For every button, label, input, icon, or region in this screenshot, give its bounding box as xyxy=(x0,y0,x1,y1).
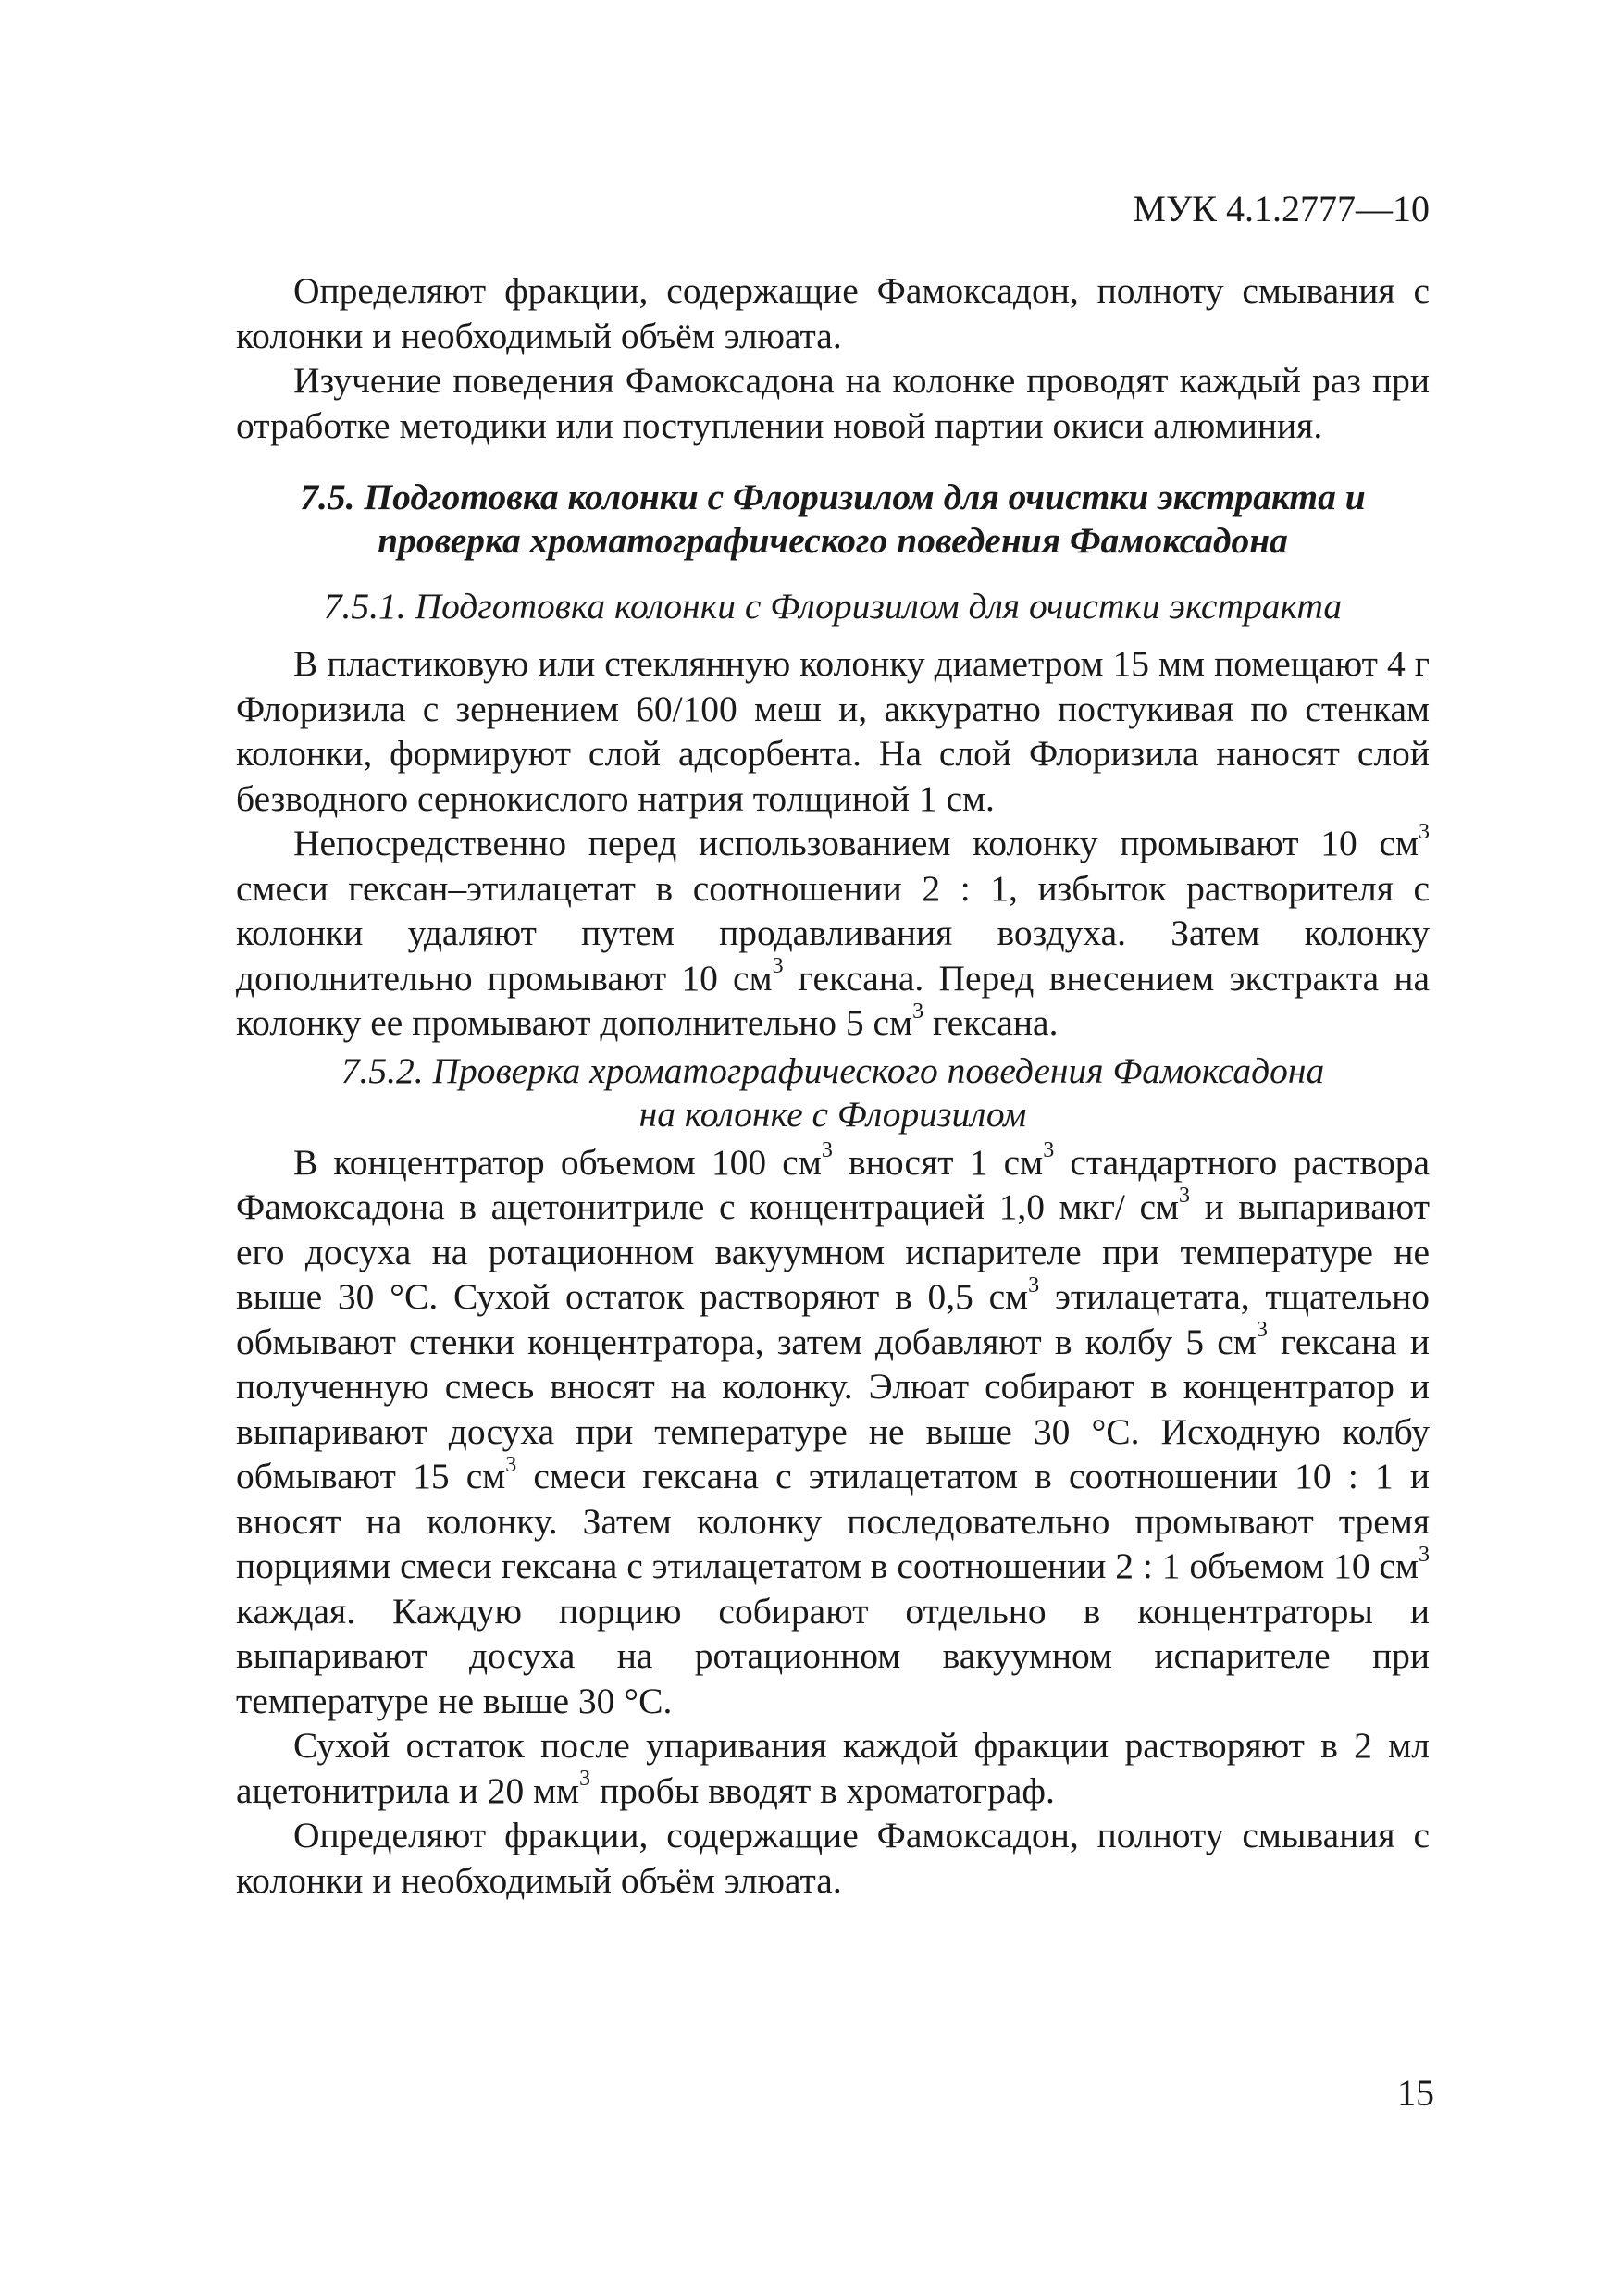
section-7-5-2-line2: на колонке с Флоризилом xyxy=(638,1093,1027,1135)
paragraph-chromatographic-check: В концентратор объемом 100 $см^3$ вносят 1 $см^3$ стандартного раствора Фамоксадона в ацетонитриле с концентрацией 1,0 мкг/ $см^3$ и выпаривают его досуха на ротационном вакуумном испарителе при температуре не выше 30 °С. Сухой остаток растворяют в 0,5 $см^3$ этилацетата, тщательно обмывают стенки концентратора, затем добавляют в колбу 5 $см^3$ гексана и полученную смесь вносят на колонку. Элюат собирают в концентратор и выпаривают досуха при температуре не выше 30 °С. Исходную колбу обмывают 15 $см^3$ смеси гексана с этилацетатом в соотношении 10 : 1 и вносят на колонку. Затем колонку последовательно промывают тремя порциями смеси гексана с этилацетатом в соотношении 2 : 1 объемом 10 $см^3$ каждая. Каждую порцию собирают отдельно в концентраторы и выпаривают досуха на ротационном вакуумном испарителе при температуре не выше 30 °С. xyxy=(236,1138,1430,1721)
section-7-5-heading xyxy=(236,476,1430,563)
paragraph-column-wash: Непосредственно перед использованием колонку промывают 10 $см^3$ смеси гексан–этилацетат в соотношении 2 : 1, избыток растворителя с колонки удаляют путем продавливания воздуха. Затем колонку дополнительно промывают 10 $см^3$ гексана. Перед внесением экстракта на колонку ее промывают дополнительно 5 $см^3$ гексана. xyxy=(236,819,1430,1043)
paragraph-column-study: Изучение поведения Фамоксадона на колонке проводят каждый раз при отработке методики или поступлении новой партии окиси алюминия. xyxy=(236,360,1430,446)
paragraph-fractions: Определяют фракции, содержащие Фамоксадон, полноту смывания с колонки и необходимый объём элюата. xyxy=(236,270,1430,356)
paragraph-fractions-final: Определяют фракции, содержащие Фамоксадон, полноту смывания с колонки и необходимый объём элюата. xyxy=(236,1815,1430,1901)
document-code: МУК 4.1.2777—10 xyxy=(1133,188,1430,230)
section-7-5-1-heading: 7.5.1. Подготовка колонки с Флоризилом для очистки экстракта xyxy=(323,586,1343,627)
document-page xyxy=(236,185,1430,1903)
section-7-5-2-line1: 7.5.2. Проверка хроматографического поведения Фамоксадона xyxy=(341,1049,1325,1091)
section-7-5-line2: проверка хроматографического поведения Фамоксадона xyxy=(378,520,1288,561)
page-number: 15 xyxy=(1397,2072,1434,2114)
paragraph-dry-residue: Сухой остаток после упаривания каждой фракции растворяют в 2 мл ацетонитрила и 20 $мм^3$ пробы вводят в хроматограф. xyxy=(236,1725,1430,1811)
section-7-5-line1: 7.5. Подготовка колонки с Флоризилом для очистки экстракта и xyxy=(300,477,1366,517)
section-7-5-2-heading xyxy=(236,1049,1430,1136)
paragraph-column-prep: В пластиковую или стеклянную колонку диаметром 15 мм помещают 4 г Флоризила с зернением 60/100 меш и, аккуратно постукивая по стенкам колонки, формируют слой адсорбента. На слой Флоризила наносят слой безводного сернокислого натрия толщиной 1 см. xyxy=(236,643,1430,819)
